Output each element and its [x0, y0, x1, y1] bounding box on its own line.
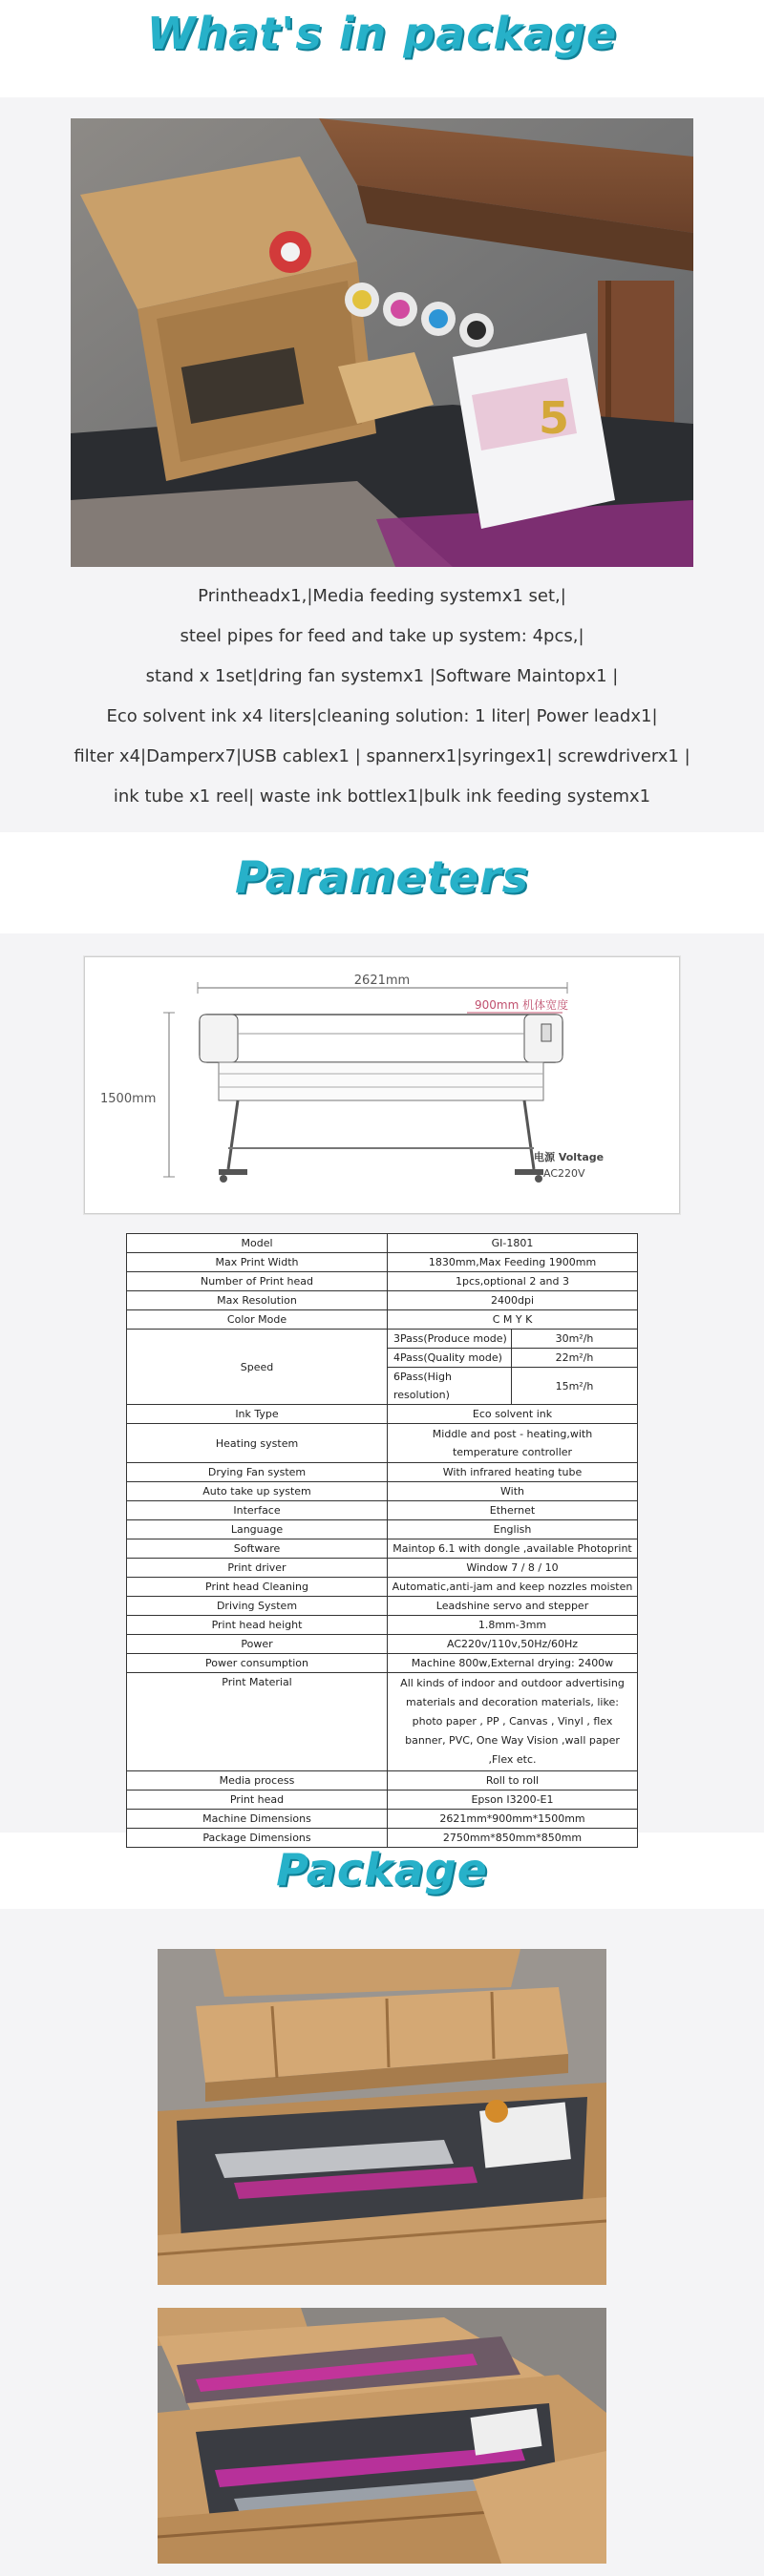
table-row	[127, 1520, 638, 1539]
speed-value: 30m²/h	[512, 1330, 638, 1349]
spec-value: 1pcs,optional 2 and 3	[388, 1272, 638, 1291]
table-row	[127, 1330, 638, 1349]
crate-photo-1	[158, 1949, 606, 2285]
table-row	[127, 1310, 638, 1330]
spec-label: Drying Fan system	[127, 1463, 388, 1482]
spec-value: English	[388, 1520, 638, 1539]
printer-drawing	[85, 957, 679, 1213]
table-row	[127, 1578, 638, 1597]
spec-label: Max Print Width	[127, 1253, 388, 1272]
spec-value: C M Y K	[388, 1310, 638, 1330]
spec-label: Interface	[127, 1501, 388, 1520]
spec-value: All kinds of indoor and outdoor advertising materials and decoration materials, like: photo paper , PP , Canvas , Vinyl , flex banner, PVC, One Way Vision ,wall paper ,Flex etc.	[388, 1673, 638, 1771]
print-width-label: 900mm 机体宽度	[475, 998, 569, 1012]
section-title-parameters: Parameters	[235, 851, 529, 903]
spec-label: Software	[127, 1539, 388, 1559]
spec-label: Auto take up system	[127, 1482, 388, 1501]
package-list-line: filter x4|Damperx7|USB cablex1 | spannerx1|syringex1| screwdriverx1 |	[74, 746, 690, 766]
table-row	[127, 1597, 638, 1616]
crate-photo-2	[158, 2308, 606, 2564]
package-list-line: stand x 1set|dring fan systemx1 |Software Maintopx1 |	[145, 666, 619, 686]
specification-table	[126, 1233, 638, 1848]
package-list-line: steel pipes for feed and take up system: 4pcs,|	[180, 626, 584, 646]
table-row	[127, 1424, 638, 1463]
spec-label: Speed	[127, 1330, 388, 1405]
spec-value: With infrared heating tube	[388, 1463, 638, 1482]
spec-label: Model	[127, 1234, 388, 1253]
package-contents-photo	[71, 118, 693, 567]
package-list-line: ink tube x1 reel| waste ink bottlex1|bulk ink feeding systemx1	[113, 786, 651, 806]
spec-value: 2400dpi	[388, 1291, 638, 1310]
package-list-line: Printheadx1,|Media feeding systemx1 set,|	[198, 586, 566, 606]
spec-label: Print head height	[127, 1616, 388, 1635]
table-row	[127, 1771, 638, 1791]
spec-value: Leadshine servo and stepper	[388, 1597, 638, 1616]
spec-value: 2750mm*850mm*850mm	[388, 1829, 638, 1848]
table-row	[127, 1501, 638, 1520]
speed-mode: 4Pass(Quality mode)	[388, 1349, 512, 1368]
table-row	[127, 1616, 638, 1635]
spec-value: Automatic,anti-jam and keep nozzles moisten	[388, 1578, 638, 1597]
spec-value: Roll to roll	[388, 1771, 638, 1791]
height-dimension-label: 1500mm	[100, 1092, 157, 1106]
speed-value: 22m²/h	[512, 1349, 638, 1368]
spec-label: Number of Print head	[127, 1272, 388, 1291]
spec-value: Maintop 6.1 with dongle ,available Photoprint	[388, 1539, 638, 1559]
width-dimension-label: 2621mm	[353, 974, 411, 988]
spec-value: Middle and post - heating,with temperature controller	[388, 1424, 638, 1463]
crate-illustration-2	[158, 2308, 606, 2564]
table-row	[127, 1810, 638, 1829]
package-contents-illustration	[71, 118, 693, 567]
table-row	[127, 1253, 638, 1272]
spec-label: Color Mode	[127, 1310, 388, 1330]
crate-illustration-1	[158, 1949, 606, 2285]
spec-label: Print head	[127, 1791, 388, 1810]
spec-value: Window 7 / 8 / 10	[388, 1559, 638, 1578]
table-row	[127, 1405, 638, 1424]
spec-label: Machine Dimensions	[127, 1810, 388, 1829]
spec-value: Eco solvent ink	[388, 1405, 638, 1424]
spec-label: Power	[127, 1635, 388, 1654]
spec-value: Epson I3200-E1	[388, 1791, 638, 1810]
speed-mode: 6Pass(High resolution)	[388, 1368, 512, 1405]
spec-value: GI-1801	[388, 1234, 638, 1253]
spec-label: Print Material	[127, 1673, 388, 1771]
spec-value: 1830mm,Max Feeding 1900mm	[388, 1253, 638, 1272]
spec-label: Driving System	[127, 1597, 388, 1616]
spec-label: Power consumption	[127, 1654, 388, 1673]
section-title-package: Package	[276, 1844, 488, 1895]
table-row	[127, 1654, 638, 1673]
spec-label: Language	[127, 1520, 388, 1539]
spec-value: 1.8mm-3mm	[388, 1616, 638, 1635]
table-row	[127, 1272, 638, 1291]
machine-dimension-diagram	[84, 956, 680, 1214]
spec-label: Ink Type	[127, 1405, 388, 1424]
table-row	[127, 1673, 638, 1771]
book-number-label: 5	[539, 392, 570, 444]
table-row	[127, 1539, 638, 1559]
spec-value: Machine 800w,External drying: 2400w	[388, 1654, 638, 1673]
spec-label: Print driver	[127, 1559, 388, 1578]
spec-value: With	[388, 1482, 638, 1501]
table-row	[127, 1791, 638, 1810]
spec-value: Ethernet	[388, 1501, 638, 1520]
spec-label: Print head Cleaning	[127, 1578, 388, 1597]
table-row	[127, 1291, 638, 1310]
table-row	[127, 1482, 638, 1501]
table-row	[127, 1635, 638, 1654]
voltage-title: 电源 Voltage	[534, 1151, 605, 1163]
table-row	[127, 1559, 638, 1578]
spec-label: Heating system	[127, 1424, 388, 1463]
spec-value: AC220v/110v,50Hz/60Hz	[388, 1635, 638, 1654]
spec-value: 2621mm*900mm*1500mm	[388, 1810, 638, 1829]
table-row	[127, 1234, 638, 1253]
section-title-whats-in-package: What's in package	[146, 8, 618, 59]
spec-label: Media process	[127, 1771, 388, 1791]
speed-mode: 3Pass(Produce mode)	[388, 1330, 512, 1349]
package-list-line: Eco solvent ink x4 liters|cleaning solution: 1 liter| Power leadx1|	[106, 706, 658, 726]
spec-label: Package Dimensions	[127, 1829, 388, 1848]
speed-value: 15m²/h	[512, 1368, 638, 1405]
spec-label: Max Resolution	[127, 1291, 388, 1310]
voltage-value: AC220V	[543, 1167, 585, 1180]
table-row	[127, 1463, 638, 1482]
